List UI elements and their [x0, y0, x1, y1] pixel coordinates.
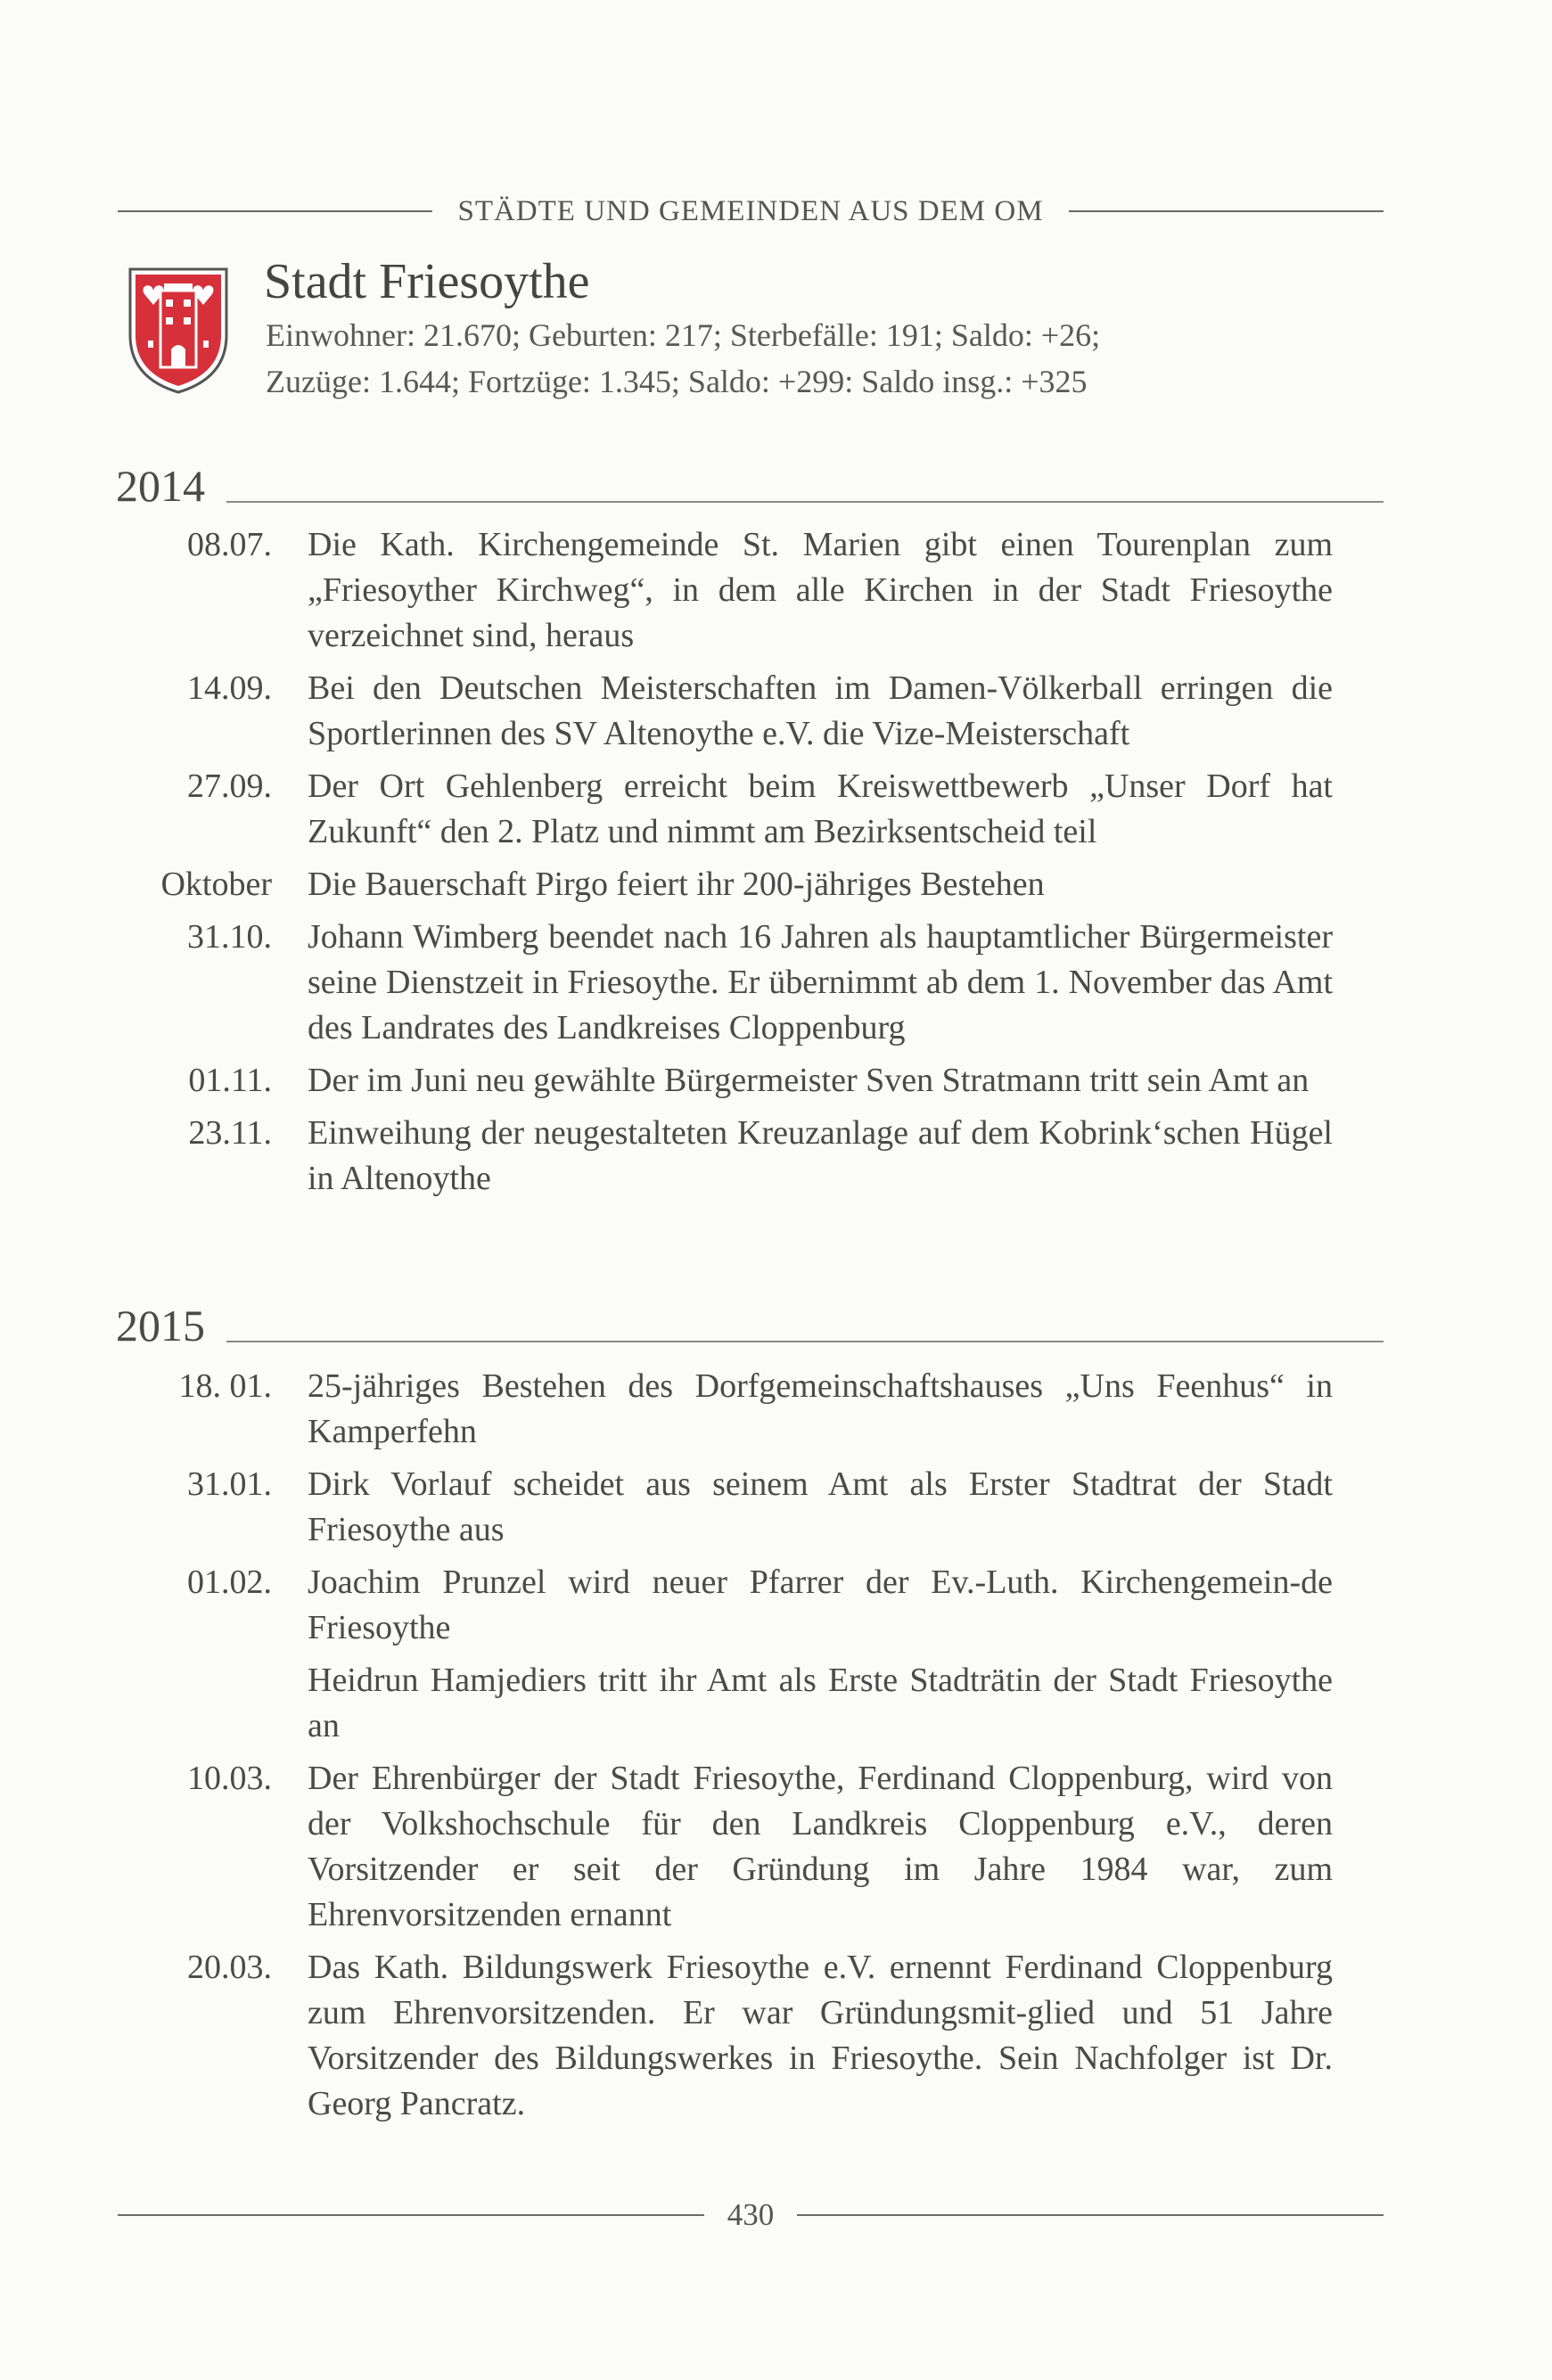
page-footer — [118, 2193, 1384, 2237]
year-rule — [226, 501, 1384, 503]
chronicle-entry — [116, 1945, 1384, 2127]
town-statistics — [266, 312, 1100, 405]
year-heading-2014 — [116, 461, 1384, 511]
running-header — [118, 189, 1384, 234]
entry-text: Dirk Vorlauf scheidet aus seinem Amt als Erster Stadtrat der Stadt Friesoythe aus — [308, 1465, 1333, 1548]
entry-text: Der Ort Gehlenberg erreicht beim Kreiswettbewerb „Unser Dorf hat Zukunft“ den 2. Platz und nimmt am Bezirksentscheid teil — [308, 767, 1333, 850]
page-number: 430 — [727, 2197, 775, 2232]
header-rule-left — [118, 210, 432, 212]
entry-date: 08.07. — [187, 526, 272, 563]
entry-date — [116, 1658, 308, 1749]
chronicle-entry — [116, 915, 1384, 1051]
entry-text: Heidrun Hamjediers tritt ihr Amt als Erste Stadträtin der Stadt Friesoythe an — [308, 1662, 1333, 1744]
entry-text: Die Bauerschaft Pirgo feiert ihr 200-jähriges Bestehen — [308, 866, 1045, 903]
entry-text: Die Kath. Kirchengemeinde St. Marien gibt einen Tourenplan zum „Friesoyther Kirchweg“, in dem alle Kirchen in der Stadt Friesoythe verzeichnet sind, heraus — [308, 526, 1333, 654]
entry-date: 14.09. — [187, 669, 272, 707]
chronicle-entry — [116, 1111, 1384, 1202]
chronicle-entry — [116, 1560, 1384, 1651]
year-label: 2014 — [116, 461, 205, 511]
chronicle-entry — [116, 1756, 1384, 1938]
entry-date: 20.03. — [187, 1949, 272, 1986]
town-stats-line: Zuzüge: 1.644; Fortzüge: 1.345; Saldo: +299: Saldo insg.: +325 — [266, 364, 1088, 399]
chronicle-entry — [116, 1364, 1384, 1455]
entry-date: 31.10. — [187, 918, 272, 956]
entry-text: Der im Juni neu gewählte Bürgermeister Sven Stratmann tritt sein Amt an — [308, 1062, 1310, 1099]
coat-of-arms-icon — [125, 264, 232, 398]
chronicle-entry — [116, 764, 1384, 855]
town-stats-line: Einwohner: 21.670; Geburten: 217; Sterbefälle: 191; Saldo: +26; — [266, 317, 1101, 353]
entry-date: 10.03. — [187, 1760, 272, 1797]
entry-date: 27.09. — [187, 767, 272, 805]
entry-text: Der Ehrenbürger der Stadt Friesoythe, Ferdinand Cloppenburg, wird von der Volkshochschule für den Landkreis Cloppenburg e.V., deren Vorsitzender er seit der Gründung im Jahre 1984 war, zum Ehrenvorsitzenden ernannt — [308, 1760, 1333, 1933]
year-rule — [226, 1341, 1384, 1342]
town-title: Stadt Friesoythe — [264, 254, 590, 309]
entry-date: Oktober — [160, 866, 272, 903]
chronicle-entry — [116, 1658, 1384, 1749]
chronicle-entry — [116, 1058, 1384, 1104]
entry-text: Einweihung der neugestalteten Kreuzanlage auf dem Kobrink‘schen Hügel in Altenoythe — [308, 1114, 1333, 1197]
year-heading-2015 — [116, 1303, 1384, 1348]
running-header-text: STÄDTE UND GEMEINDEN AUS DEM OM — [457, 194, 1044, 227]
chronicle-entry — [116, 862, 1384, 907]
chronicle-entry — [116, 666, 1384, 757]
header-rule-right — [1069, 210, 1384, 212]
entry-text: 25-jähriges Bestehen des Dorfgemeinschaftshauses „Uns Feenhus“ in Kamperfehn — [308, 1367, 1333, 1450]
year-label: 2015 — [116, 1301, 205, 1350]
chronicle-list-2014 — [116, 522, 1384, 1209]
entry-text: Das Kath. Bildungswerk Friesoythe e.V. ernennt Ferdinand Cloppenburg zum Ehrenvorsitzenden. Er war Gründungsmit-glied und 51 Jahre Vorsitzender des Bildungswerkes in Friesoythe. Sein Nachfolger ist Dr. Georg Pancratz. — [308, 1949, 1333, 2122]
entry-date: 18. 01. — [178, 1367, 272, 1405]
entry-date: 31.01. — [187, 1465, 272, 1503]
chronicle-entry — [116, 522, 1384, 659]
entry-text: Bei den Deutschen Meisterschaften im Damen-Völkerball erringen die Sportlerinnen des SV Altenoythe e.V. die Vize-Meisterschaft — [308, 669, 1333, 752]
chronicle-entry — [116, 1462, 1384, 1553]
entry-date: 01.02. — [187, 1563, 272, 1601]
footer-rule-left — [118, 2214, 704, 2216]
chronicle-list-2015 — [116, 1364, 1384, 2134]
entry-date: 23.11. — [188, 1114, 272, 1152]
entry-text: Johann Wimberg beendet nach 16 Jahren als hauptamtlicher Bürgermeister seine Dienstzeit in Friesoythe. Er übernimmt ab dem 1. November das Amt des Landrates des Landkreises Cloppenburg — [308, 918, 1333, 1046]
entry-date: 01.11. — [188, 1062, 272, 1099]
entry-text: Joachim Prunzel wird neuer Pfarrer der Ev.-Luth. Kirchengemein-de Friesoythe — [308, 1563, 1333, 1646]
footer-rule-right — [797, 2214, 1384, 2216]
